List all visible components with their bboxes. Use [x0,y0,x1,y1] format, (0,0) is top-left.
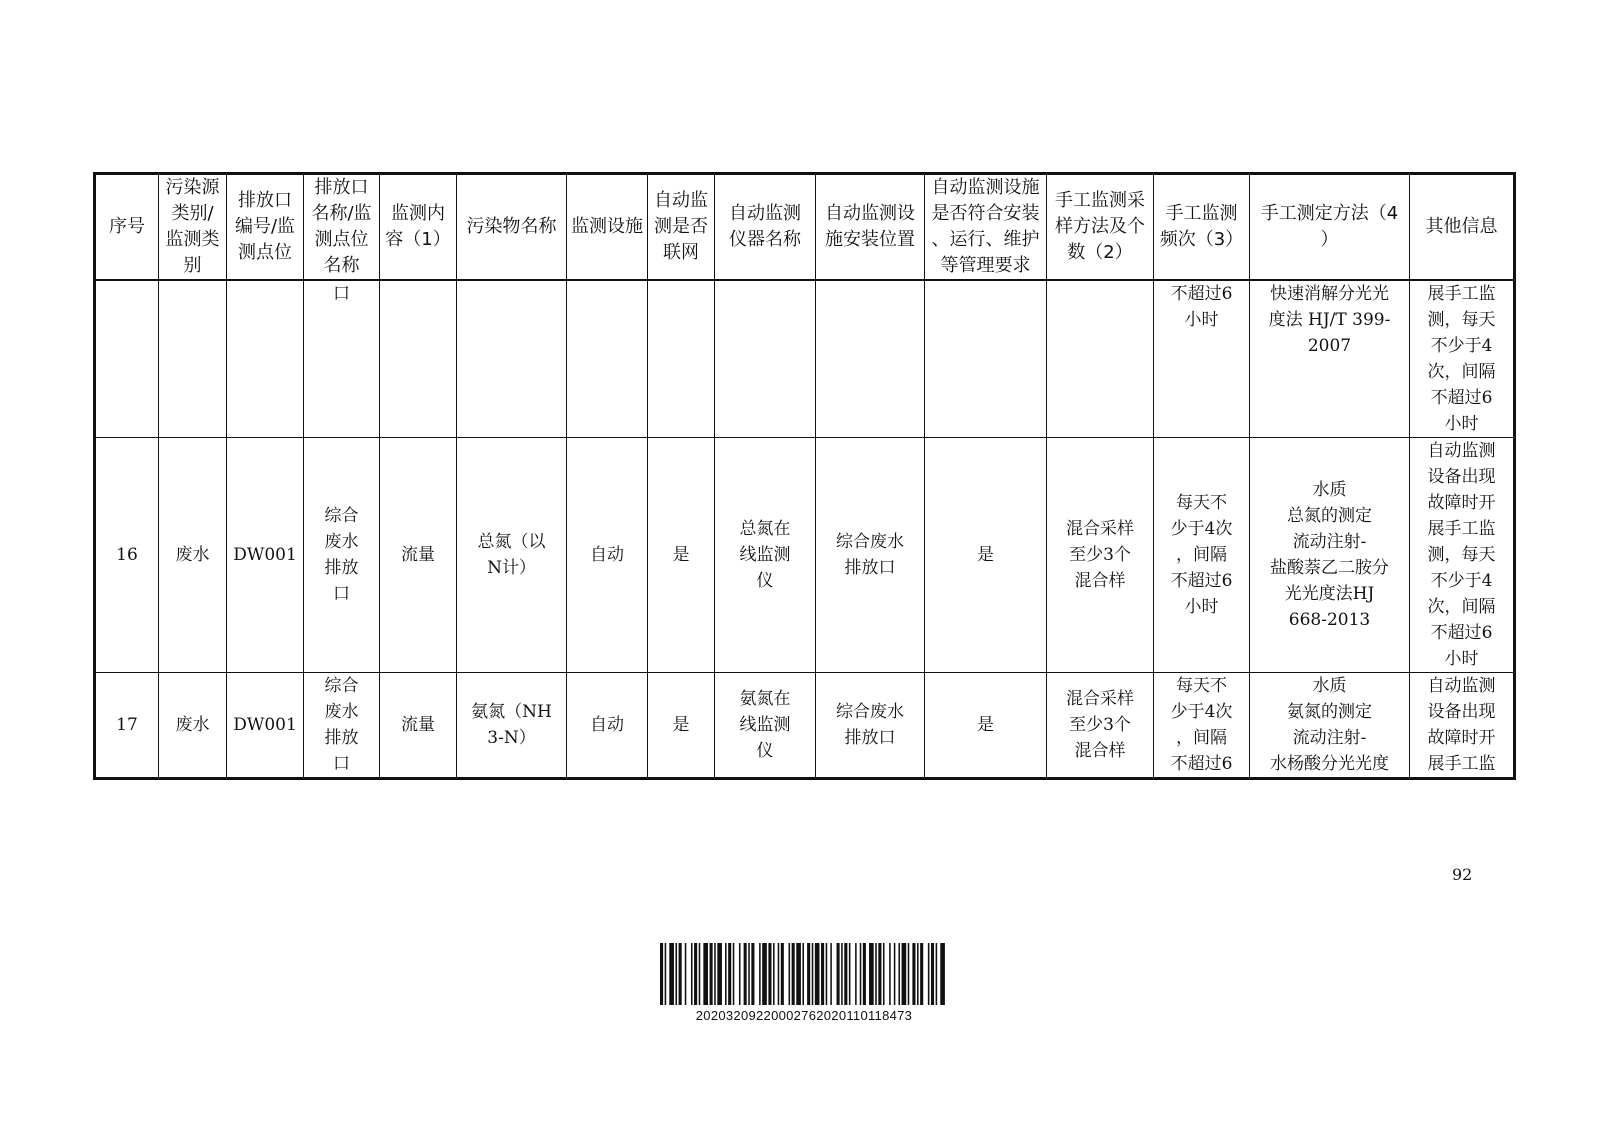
col-header: 自动监测设施 是否符合安装 、运行、维护 等管理要求 [925,174,1047,281]
table-cell: 展手工监 测，每天 不少于4 次，间隔 不超过6 小时 [1410,280,1515,438]
table-cell: 氨氮在 线监测 仪 [715,673,816,779]
table-cell: 每天不 少于4次 ，间隔 不超过6 小时 [1154,438,1250,673]
table-cell: DW001 [227,673,304,779]
col-header: 自动监测设 施安装位置 [816,174,925,281]
table-cell: 废水 [159,673,227,779]
barcode-image [660,943,948,1005]
table-cell: 水质 氨氮的测定 流动注射- 水杨酸分光光度 [1250,673,1410,779]
table-cell: 不超过6 小时 [1154,280,1250,438]
col-header: 其他信息 [1410,174,1515,281]
table-cell: 自动 [567,673,648,779]
table-row [95,673,1515,779]
col-header: 监测内 容（1） [380,174,457,281]
table-cell: 综合废水 排放口 [816,438,925,673]
table-cell [227,280,304,438]
col-header: 监测设施 [567,174,648,281]
table-cell [648,280,715,438]
table-cell [159,280,227,438]
table-cell: 17 [95,673,159,779]
table-cell: 16 [95,438,159,673]
table-cell [1047,280,1154,438]
table-cell [816,280,925,438]
col-header: 序号 [95,174,159,281]
table-cell: 是 [925,673,1047,779]
table-cell: 口 [304,280,380,438]
table-cell: 是 [648,438,715,673]
table-cell: 流量 [380,438,457,673]
col-header: 排放口 编号/监 测点位 [227,174,304,281]
table-cell [715,280,816,438]
table-header-row [95,174,1515,281]
table-cell [925,280,1047,438]
table-cell [95,280,159,438]
table-cell: 水质 总氮的测定 流动注射- 盐酸萘乙二胺分 光光度法HJ 668-2013 [1250,438,1410,673]
monitoring-table [93,172,1516,780]
table-cell: 总氮在 线监测 仪 [715,438,816,673]
table-cell: 氨氮（NH 3-N） [457,673,567,779]
col-header: 手工监测采 样方法及个 数（2） [1047,174,1154,281]
table-cell: 流量 [380,673,457,779]
table-row [95,280,1515,438]
table-cell: 快速消解分光光 度法 HJ/T 399- 2007 [1250,280,1410,438]
col-header: 自动监测 仪器名称 [715,174,816,281]
page-number: 92 [1452,865,1473,884]
table-cell: 综合废水 排放口 [816,673,925,779]
col-header: 排放口 名称/监 测点位 名称 [304,174,380,281]
table-cell: 自动监测 设备出现 故障时开 展手工监 测，每天 不少于4 次，间隔 不超过6 小时 [1410,438,1515,673]
table-cell: 自动 [567,438,648,673]
barcode-number: 20203209220002762020110118473 [695,1008,913,1023]
col-header: 手工监测 频次（3） [1154,174,1250,281]
table-cell: 是 [925,438,1047,673]
table-cell: 是 [648,673,715,779]
table-cell: 综合 废水 排放 口 [304,438,380,673]
col-header: 自动监 测是否 联网 [648,174,715,281]
table-cell: 废水 [159,438,227,673]
col-header: 手工测定方法（4 ） [1250,174,1410,281]
table-cell: 综合 废水 排放 口 [304,673,380,779]
col-header: 污染物名称 [457,174,567,281]
table-cell: 总氮（以 N计） [457,438,567,673]
table-cell [457,280,567,438]
table-cell [380,280,457,438]
table-cell: DW001 [227,438,304,673]
table-cell [567,280,648,438]
table-cell: 自动监测 设备出现 故障时开 展手工监 [1410,673,1515,779]
col-header: 污染源 类别/ 监测类 别 [159,174,227,281]
table-cell: 每天不 少于4次 ，间隔 不超过6 [1154,673,1250,779]
table-row [95,438,1515,673]
table-cell: 混合采样 至少3个 混合样 [1047,438,1154,673]
table-cell: 混合采样 至少3个 混合样 [1047,673,1154,779]
